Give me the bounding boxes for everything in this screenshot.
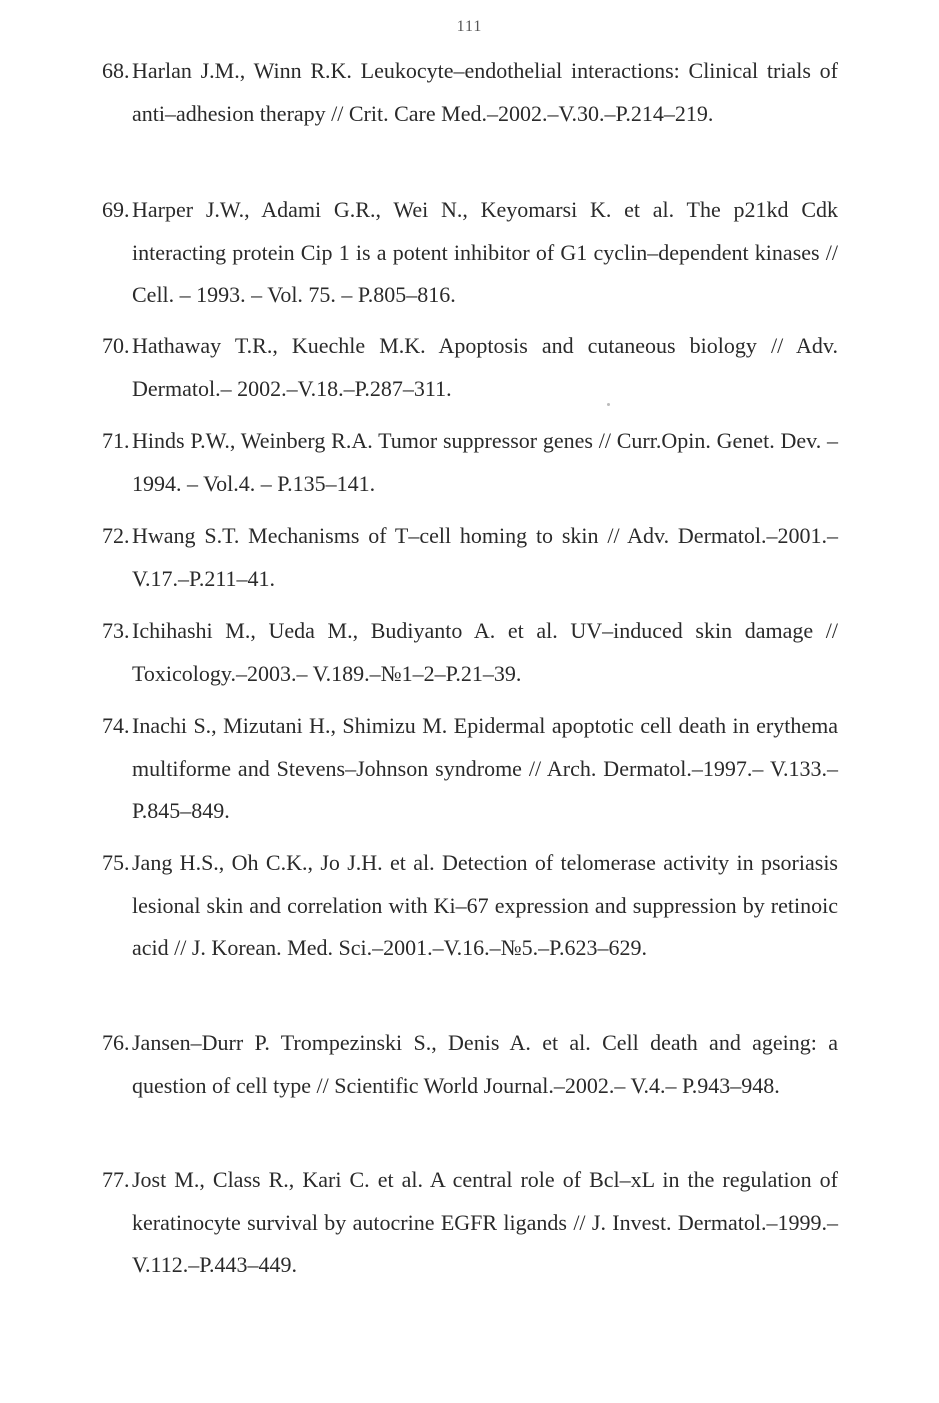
reference-number: 70.	[102, 333, 130, 358]
reference-item	[102, 610, 838, 695]
reference-text: Hathaway T.R., Kuechle M.K. Apoptosis and cutaneous biology // Adv. Dermatol.– 2002.–V.18.–P.287–311.	[132, 333, 838, 401]
page-number: 111	[456, 18, 483, 35]
reference-item	[102, 842, 838, 970]
reference-text: Jang H.S., Oh C.K., Jo J.H. et al. Detection of telomerase activity in psoriasis lesional skin and correlation with Ki–67 expression and suppression by retinoic acid // J. Korean. Med. Sci.–2001.–V.16.–№5.–P.623–629.	[132, 850, 838, 960]
reference-text: Harper J.W., Adami G.R., Wei N., Keyomarsi K. et al. The p21kd Cdk interacting protein Cip 1 is a potent inhibitor of G1 cyclin–dependent kinases // Cell. – 1993. – Vol. 75. – P.805–816.	[132, 197, 838, 307]
reference-item	[102, 705, 838, 833]
reference-number: 71.	[102, 428, 130, 453]
reference-number: 76.	[102, 1030, 130, 1055]
reference-item	[102, 515, 838, 600]
reference-text: Jansen–Durr P. Trompezinski S., Denis A. et al. Cell death and ageing: a question of cell type // Scientific World Journal.–2002.– V.4.– P.943–948.	[132, 1030, 838, 1098]
reference-text: Harlan J.M., Winn R.K. Leukocyte–endothelial interactions: Clinical trials of anti–adhesion therapy // Crit. Care Med.–2002.–V.30.–P.214–219.	[132, 58, 838, 126]
reference-number: 75.	[102, 850, 130, 875]
reference-text: Hinds P.W., Weinberg R.A. Tumor suppressor genes // Curr.Opin. Genet. Dev. – 1994. – Vol.4. – P.135–141.	[132, 428, 838, 496]
reference-item	[102, 420, 838, 505]
scan-speck	[607, 403, 610, 406]
reference-item	[102, 325, 838, 410]
reference-number: 74.	[102, 713, 130, 738]
reference-number: 69.	[102, 197, 130, 222]
reference-text: Inachi S., Mizutani H., Shimizu M. Epidermal apoptotic cell death in erythema multiforme and Stevens–Johnson syndrome // Arch. Dermatol.–1997.– V.133.–P.845–849.	[132, 713, 838, 823]
reference-text: Jost M., Class R., Kari C. et al. A central role of Bcl–xL in the regulation of keratinocyte survival by autocrine EGFR ligands // J. Invest. Dermatol.–1999.–V.112.–P.443–449.	[132, 1167, 838, 1277]
reference-text: Ichihashi M., Ueda M., Budiyanto A. et al. UV–induced skin damage // Toxicology.–2003.– V.189.–№1–2–P.21–39.	[132, 618, 838, 686]
reference-item	[102, 50, 838, 135]
reference-number: 77.	[102, 1167, 130, 1192]
reference-number: 72.	[102, 523, 130, 548]
reference-text: Hwang S.T. Mechanisms of T–cell homing to skin // Adv. Dermatol.–2001.–V.17.–P.211–41.	[132, 523, 838, 591]
reference-item	[102, 189, 838, 317]
reference-item	[102, 1022, 838, 1107]
reference-item	[102, 1159, 838, 1287]
reference-number: 73.	[102, 618, 130, 643]
reference-number: 68.	[102, 58, 130, 83]
